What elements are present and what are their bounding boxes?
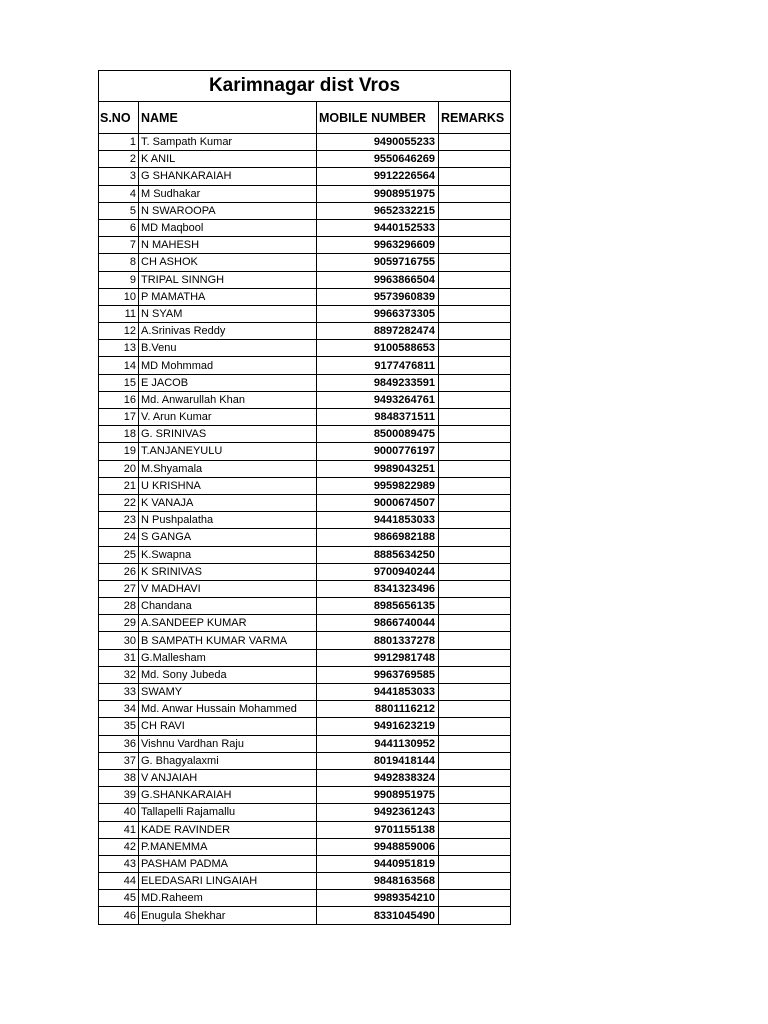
cell-name: ELEDASARI LINGAIAH xyxy=(139,873,317,890)
table-row xyxy=(99,185,511,202)
cell-remarks xyxy=(439,821,511,838)
cell-sno: 22 xyxy=(99,494,139,511)
cell-remarks xyxy=(439,426,511,443)
cell-name: B SAMPATH KUMAR VARMA xyxy=(139,632,317,649)
table-row xyxy=(99,237,511,254)
cell-mobile: 9492361243 xyxy=(317,804,439,821)
cell-remarks xyxy=(439,769,511,786)
cell-sno: 31 xyxy=(99,649,139,666)
cell-sno: 46 xyxy=(99,907,139,924)
header-row xyxy=(99,102,511,134)
table-row xyxy=(99,821,511,838)
table-row xyxy=(99,598,511,615)
cell-mobile: 9100588653 xyxy=(317,340,439,357)
cell-remarks xyxy=(439,374,511,391)
cell-sno: 17 xyxy=(99,409,139,426)
cell-remarks xyxy=(439,219,511,236)
table-row xyxy=(99,752,511,769)
table-row xyxy=(99,512,511,529)
cell-sno: 6 xyxy=(99,219,139,236)
cell-remarks xyxy=(439,323,511,340)
cell-mobile: 9573960839 xyxy=(317,288,439,305)
cell-sno: 20 xyxy=(99,460,139,477)
cell-mobile: 9866740044 xyxy=(317,615,439,632)
cell-name: N SYAM xyxy=(139,305,317,322)
cell-remarks xyxy=(439,185,511,202)
cell-remarks xyxy=(439,701,511,718)
cell-name: N MAHESH xyxy=(139,237,317,254)
cell-mobile: 9177476811 xyxy=(317,357,439,374)
cell-mobile: 8331045490 xyxy=(317,907,439,924)
cell-mobile: 9849233591 xyxy=(317,374,439,391)
cell-name: PASHAM PADMA xyxy=(139,855,317,872)
cell-sno: 9 xyxy=(99,271,139,288)
table-row xyxy=(99,838,511,855)
cell-remarks xyxy=(439,632,511,649)
cell-mobile: 9948859006 xyxy=(317,838,439,855)
cell-remarks xyxy=(439,409,511,426)
cell-remarks xyxy=(439,546,511,563)
cell-remarks xyxy=(439,735,511,752)
table-row xyxy=(99,701,511,718)
cell-mobile: 8801116212 xyxy=(317,701,439,718)
cell-sno: 19 xyxy=(99,443,139,460)
cell-sno: 41 xyxy=(99,821,139,838)
cell-name: A.SANDEEP KUMAR xyxy=(139,615,317,632)
cell-mobile: 9848163568 xyxy=(317,873,439,890)
cell-mobile: 9440152533 xyxy=(317,219,439,236)
cell-remarks xyxy=(439,494,511,511)
cell-remarks xyxy=(439,666,511,683)
cell-sno: 29 xyxy=(99,615,139,632)
table-row xyxy=(99,563,511,580)
cell-sno: 35 xyxy=(99,718,139,735)
cell-name: T. Sampath Kumar xyxy=(139,134,317,151)
table-row xyxy=(99,391,511,408)
cell-sno: 39 xyxy=(99,787,139,804)
table-row xyxy=(99,718,511,735)
cell-name: CH RAVI xyxy=(139,718,317,735)
cell-remarks xyxy=(439,598,511,615)
cell-remarks xyxy=(439,271,511,288)
cell-sno: 43 xyxy=(99,855,139,872)
cell-remarks xyxy=(439,718,511,735)
table-row xyxy=(99,460,511,477)
cell-sno: 7 xyxy=(99,237,139,254)
cell-sno: 27 xyxy=(99,580,139,597)
cell-sno: 34 xyxy=(99,701,139,718)
cell-sno: 26 xyxy=(99,563,139,580)
cell-remarks xyxy=(439,254,511,271)
cell-remarks xyxy=(439,752,511,769)
table-row xyxy=(99,632,511,649)
table-row xyxy=(99,254,511,271)
column-header-sno: S.NO xyxy=(99,102,139,134)
table-row xyxy=(99,305,511,322)
cell-name: P MAMATHA xyxy=(139,288,317,305)
cell-remarks xyxy=(439,873,511,890)
cell-remarks xyxy=(439,202,511,219)
cell-name: Tallapelli Rajamallu xyxy=(139,804,317,821)
cell-mobile: 9492838324 xyxy=(317,769,439,786)
cell-name: MD Maqbool xyxy=(139,219,317,236)
cell-mobile: 9912981748 xyxy=(317,649,439,666)
cell-name: K VANAJA xyxy=(139,494,317,511)
cell-name: KADE RAVINDER xyxy=(139,821,317,838)
cell-name: P.MANEMMA xyxy=(139,838,317,855)
cell-name: MD.Raheem xyxy=(139,890,317,907)
cell-name: G.SHANKARAIAH xyxy=(139,787,317,804)
cell-remarks xyxy=(439,237,511,254)
cell-sno: 1 xyxy=(99,134,139,151)
cell-sno: 38 xyxy=(99,769,139,786)
cell-remarks xyxy=(439,477,511,494)
cell-sno: 16 xyxy=(99,391,139,408)
cell-remarks xyxy=(439,288,511,305)
cell-sno: 28 xyxy=(99,598,139,615)
cell-name: K SRINIVAS xyxy=(139,563,317,580)
table-row xyxy=(99,340,511,357)
cell-remarks xyxy=(439,615,511,632)
cell-name: T.ANJANEYULU xyxy=(139,443,317,460)
cell-sno: 40 xyxy=(99,804,139,821)
title-row xyxy=(99,71,511,102)
cell-mobile: 9963296609 xyxy=(317,237,439,254)
cell-sno: 10 xyxy=(99,288,139,305)
table-row xyxy=(99,288,511,305)
cell-remarks xyxy=(439,391,511,408)
cell-name: Md. Anwar Hussain Mohammed xyxy=(139,701,317,718)
cell-sno: 3 xyxy=(99,168,139,185)
cell-mobile: 9963769585 xyxy=(317,666,439,683)
cell-remarks xyxy=(439,305,511,322)
cell-remarks xyxy=(439,684,511,701)
cell-name: M.Shyamala xyxy=(139,460,317,477)
column-header-mobile: MOBILE NUMBER xyxy=(317,102,439,134)
cell-name: Enugula Shekhar xyxy=(139,907,317,924)
column-header-name: NAME xyxy=(139,102,317,134)
cell-name: S GANGA xyxy=(139,529,317,546)
cell-sno: 12 xyxy=(99,323,139,340)
table-row xyxy=(99,443,511,460)
table-row xyxy=(99,666,511,683)
table-row xyxy=(99,134,511,151)
cell-remarks xyxy=(439,443,511,460)
table-row xyxy=(99,426,511,443)
cell-sno: 30 xyxy=(99,632,139,649)
column-header-remarks: REMARKS xyxy=(439,102,511,134)
cell-sno: 2 xyxy=(99,151,139,168)
cell-remarks xyxy=(439,460,511,477)
table-row xyxy=(99,151,511,168)
cell-mobile: 9866982188 xyxy=(317,529,439,546)
cell-mobile: 8897282474 xyxy=(317,323,439,340)
cell-mobile: 9959822989 xyxy=(317,477,439,494)
cell-name: G. SRINIVAS xyxy=(139,426,317,443)
cell-name: M Sudhakar xyxy=(139,185,317,202)
cell-mobile: 9700940244 xyxy=(317,563,439,580)
cell-mobile: 9908951975 xyxy=(317,787,439,804)
table-row xyxy=(99,546,511,563)
table-row xyxy=(99,787,511,804)
cell-remarks xyxy=(439,151,511,168)
cell-mobile: 8341323496 xyxy=(317,580,439,597)
cell-remarks xyxy=(439,804,511,821)
cell-name: V MADHAVI xyxy=(139,580,317,597)
cell-sno: 33 xyxy=(99,684,139,701)
cell-mobile: 9491623219 xyxy=(317,718,439,735)
cell-mobile: 9550646269 xyxy=(317,151,439,168)
cell-name: V. Arun Kumar xyxy=(139,409,317,426)
cell-remarks xyxy=(439,340,511,357)
table-row xyxy=(99,907,511,924)
cell-remarks xyxy=(439,563,511,580)
cell-remarks xyxy=(439,649,511,666)
cell-remarks xyxy=(439,580,511,597)
table-row xyxy=(99,769,511,786)
cell-remarks xyxy=(439,890,511,907)
cell-name: Md. Sony Jubeda xyxy=(139,666,317,683)
table-row xyxy=(99,409,511,426)
cell-name: SWAMY xyxy=(139,684,317,701)
table-row xyxy=(99,649,511,666)
cell-remarks xyxy=(439,787,511,804)
cell-mobile: 8019418144 xyxy=(317,752,439,769)
cell-mobile: 9701155138 xyxy=(317,821,439,838)
table-row xyxy=(99,374,511,391)
table-row xyxy=(99,271,511,288)
cell-name: G. Bhagyalaxmi xyxy=(139,752,317,769)
cell-name: G SHANKARAIAH xyxy=(139,168,317,185)
cell-remarks xyxy=(439,855,511,872)
cell-sno: 15 xyxy=(99,374,139,391)
cell-sno: 14 xyxy=(99,357,139,374)
cell-sno: 36 xyxy=(99,735,139,752)
cell-mobile: 9059716755 xyxy=(317,254,439,271)
cell-sno: 42 xyxy=(99,838,139,855)
cell-name: K.Swapna xyxy=(139,546,317,563)
cell-remarks xyxy=(439,512,511,529)
table-row xyxy=(99,323,511,340)
cell-sno: 4 xyxy=(99,185,139,202)
cell-sno: 8 xyxy=(99,254,139,271)
cell-sno: 18 xyxy=(99,426,139,443)
cell-sno: 37 xyxy=(99,752,139,769)
cell-mobile: 9989043251 xyxy=(317,460,439,477)
cell-mobile: 9490055233 xyxy=(317,134,439,151)
cell-mobile: 9493264761 xyxy=(317,391,439,408)
vro-contact-table xyxy=(98,70,511,925)
cell-name: A.Srinivas Reddy xyxy=(139,323,317,340)
cell-mobile: 9912226564 xyxy=(317,168,439,185)
cell-mobile: 9652332215 xyxy=(317,202,439,219)
cell-mobile: 9966373305 xyxy=(317,305,439,322)
table-body xyxy=(99,134,511,925)
sheet-title: Karimnagar dist Vros xyxy=(99,71,511,102)
cell-mobile: 9989354210 xyxy=(317,890,439,907)
cell-sno: 5 xyxy=(99,202,139,219)
cell-mobile: 9000674507 xyxy=(317,494,439,511)
table-row xyxy=(99,477,511,494)
table-row xyxy=(99,357,511,374)
cell-name: U KRISHNA xyxy=(139,477,317,494)
table-row xyxy=(99,873,511,890)
table-row xyxy=(99,219,511,236)
cell-mobile: 9908951975 xyxy=(317,185,439,202)
cell-sno: 11 xyxy=(99,305,139,322)
cell-name: TRIPAL SINNGH xyxy=(139,271,317,288)
cell-mobile: 9000776197 xyxy=(317,443,439,460)
cell-mobile: 8500089475 xyxy=(317,426,439,443)
cell-name: CH ASHOK xyxy=(139,254,317,271)
cell-name: E JACOB xyxy=(139,374,317,391)
table-row xyxy=(99,804,511,821)
cell-remarks xyxy=(439,134,511,151)
cell-sno: 45 xyxy=(99,890,139,907)
cell-mobile: 9441853033 xyxy=(317,684,439,701)
cell-name: K ANIL xyxy=(139,151,317,168)
table-row xyxy=(99,202,511,219)
cell-mobile: 9440951819 xyxy=(317,855,439,872)
cell-mobile: 9441130952 xyxy=(317,735,439,752)
cell-name: Chandana xyxy=(139,598,317,615)
table-row xyxy=(99,684,511,701)
table-row xyxy=(99,735,511,752)
table-row xyxy=(99,529,511,546)
cell-name: N Pushpalatha xyxy=(139,512,317,529)
cell-mobile: 8985656135 xyxy=(317,598,439,615)
cell-remarks xyxy=(439,907,511,924)
table-row xyxy=(99,168,511,185)
cell-name: G.Mallesham xyxy=(139,649,317,666)
cell-name: N SWAROOPA xyxy=(139,202,317,219)
table-row xyxy=(99,494,511,511)
cell-mobile: 8885634250 xyxy=(317,546,439,563)
cell-sno: 32 xyxy=(99,666,139,683)
cell-name: Vishnu Vardhan Raju xyxy=(139,735,317,752)
cell-sno: 44 xyxy=(99,873,139,890)
table-row xyxy=(99,855,511,872)
cell-mobile: 9963866504 xyxy=(317,271,439,288)
cell-remarks xyxy=(439,357,511,374)
cell-remarks xyxy=(439,168,511,185)
cell-mobile: 9848371511 xyxy=(317,409,439,426)
cell-name: V ANJAIAH xyxy=(139,769,317,786)
cell-mobile: 9441853033 xyxy=(317,512,439,529)
cell-sno: 21 xyxy=(99,477,139,494)
cell-sno: 13 xyxy=(99,340,139,357)
cell-remarks xyxy=(439,529,511,546)
cell-name: B.Venu xyxy=(139,340,317,357)
table-row xyxy=(99,890,511,907)
cell-name: Md. Anwarullah Khan xyxy=(139,391,317,408)
table-row xyxy=(99,580,511,597)
cell-name: MD Mohmmad xyxy=(139,357,317,374)
table-row xyxy=(99,615,511,632)
cell-sno: 23 xyxy=(99,512,139,529)
cell-sno: 25 xyxy=(99,546,139,563)
cell-remarks xyxy=(439,838,511,855)
cell-mobile: 8801337278 xyxy=(317,632,439,649)
cell-sno: 24 xyxy=(99,529,139,546)
